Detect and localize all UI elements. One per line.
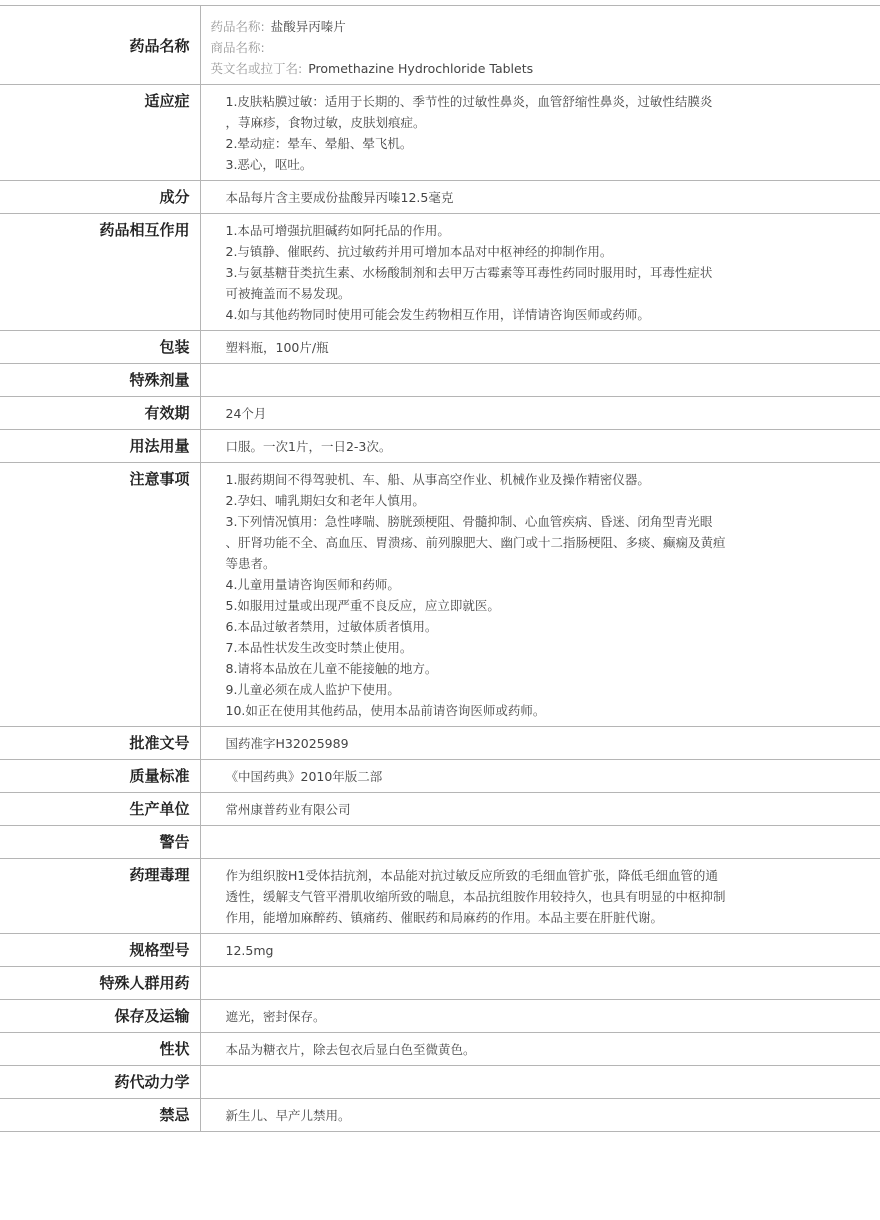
spec-row — [0, 1066, 880, 1099]
row-value — [200, 1099, 880, 1132]
row-label: 注意事项 — [0, 463, 200, 727]
row-label: 特殊剂量 — [0, 364, 200, 397]
english-name-prefix: 英文名或拉丁名: — [210, 61, 303, 76]
value-line: 口服。一次1片，一日2-3次。 — [225, 439, 392, 454]
row-label: 药理毒理 — [0, 859, 200, 934]
value-line: 24个月 — [225, 406, 267, 421]
spec-row — [0, 727, 880, 760]
value-line: 4.儿童用量请咨询医师和药师。 — [225, 577, 400, 592]
value-line: 3.恶心，呕吐。 — [225, 157, 313, 172]
generic-name-value: 盐酸异丙嗪片 — [270, 19, 346, 34]
row-label: 规格型号 — [0, 934, 200, 967]
value-line: ，荨麻疹，食物过敏，皮肤划痕症。 — [225, 115, 426, 130]
generic-name-prefix: 药品名称: — [210, 19, 265, 34]
spec-row — [0, 397, 880, 430]
value-line: 12.5mg — [225, 943, 274, 958]
value-line: 可被掩盖而不易发现。 — [225, 286, 351, 301]
value-line: 等患者。 — [225, 556, 276, 571]
spec-row — [0, 760, 880, 793]
value-line: 2.孕妇、哺乳期妇女和老年人慎用。 — [225, 493, 425, 508]
row-label: 适应症 — [0, 85, 200, 181]
value-line: 塑料瓶，100片/瓶 — [225, 340, 329, 355]
row-value — [200, 397, 880, 430]
value-line: 10.如正在使用其他药品，使用本品前请咨询医师或药师。 — [225, 703, 546, 718]
english-name-value: Promethazine Hydrochloride Tablets — [308, 61, 534, 76]
value-line: 9.儿童必须在成人监护下使用。 — [225, 682, 400, 697]
value-line: 遮光，密封保存。 — [225, 1009, 326, 1024]
spec-row — [0, 793, 880, 826]
spec-row — [0, 331, 880, 364]
row-value — [200, 760, 880, 793]
spec-row — [0, 463, 880, 727]
spec-row — [0, 85, 880, 181]
value-line: 本品为糖衣片，除去包衣后显白色至微黄色。 — [225, 1042, 476, 1057]
trade-name-line — [211, 37, 880, 58]
row-label: 有效期 — [0, 397, 200, 430]
value-line: 4.如与其他药物同时使用可能会发生药物相互作用，详情请咨询医师或药师。 — [225, 307, 650, 322]
row-label: 质量标准 — [0, 760, 200, 793]
spec-row — [0, 364, 880, 397]
spec-row — [0, 967, 880, 1000]
row-value — [200, 727, 880, 760]
row-value — [200, 1000, 880, 1033]
row-value — [200, 859, 880, 934]
value-line: 作用，能增加麻醉药、镇痛药、催眠药和局麻药的作用。本品主要在肝脏代谢。 — [225, 910, 664, 925]
row-value — [200, 934, 880, 967]
row-value — [200, 181, 880, 214]
value-line: 8.请将本品放在儿童不能接触的地方。 — [225, 661, 438, 676]
english-name-line — [211, 58, 880, 79]
value-line: 1.皮肤粘膜过敏：适用于长期的、季节性的过敏性鼻炎，血管舒缩性鼻炎，过敏性结膜炎 — [225, 94, 713, 109]
row-drug-name — [0, 6, 880, 85]
row-value — [200, 1033, 880, 1066]
row-label: 药品名称 — [0, 6, 200, 85]
row-label: 批准文号 — [0, 727, 200, 760]
row-value — [200, 463, 880, 727]
spec-row — [0, 214, 880, 331]
row-label: 警告 — [0, 826, 200, 859]
row-value — [200, 430, 880, 463]
row-label: 药品相互作用 — [0, 214, 200, 331]
row-value — [200, 331, 880, 364]
value-line: 5.如服用过量或出现严重不良反应，应立即就医。 — [225, 598, 500, 613]
value-line: 本品每片含主要成份盐酸异丙嗪12.5毫克 — [225, 190, 454, 205]
spec-row — [0, 181, 880, 214]
row-value — [200, 1066, 880, 1099]
row-label: 包装 — [0, 331, 200, 364]
spec-row — [0, 1000, 880, 1033]
value-line: 《中国药典》2010年版二部 — [225, 769, 383, 784]
row-label: 药代动力学 — [0, 1066, 200, 1099]
value-line: 6.本品过敏者禁用，过敏体质者慎用。 — [225, 619, 438, 634]
value-line: 2.与镇静、催眠药、抗过敏药并用可增加本品对中枢神经的抑制作用。 — [225, 244, 613, 259]
spec-row — [0, 1099, 880, 1132]
spec-row — [0, 430, 880, 463]
row-label: 性状 — [0, 1033, 200, 1066]
value-line: 常州康普药业有限公司 — [225, 802, 351, 817]
row-label: 生产单位 — [0, 793, 200, 826]
row-label: 用法用量 — [0, 430, 200, 463]
row-value — [200, 6, 880, 85]
row-value — [200, 967, 880, 1000]
row-label: 禁忌 — [0, 1099, 200, 1132]
spec-row — [0, 859, 880, 934]
row-value — [200, 85, 880, 181]
value-line: 2.晕动症：晕车、晕船、晕飞机。 — [225, 136, 413, 151]
spec-row — [0, 934, 880, 967]
generic-name-line — [211, 16, 880, 37]
value-line: 透性，缓解支气管平滑肌收缩所致的喘息，本品抗组胺作用较持久，也具有明显的中枢抑制 — [225, 889, 726, 904]
trade-name-prefix: 商品名称: — [210, 40, 265, 55]
spec-row — [0, 1033, 880, 1066]
spec-row — [0, 826, 880, 859]
value-line: 作为组织胺H1受体拮抗剂，本品能对抗过敏反应所致的毛细血管扩张，降低毛细血管的通 — [225, 868, 718, 883]
value-line: 、肝肾功能不全、高血压、胃溃疡、前列腺肥大、幽门或十二指肠梗阻、多痰、癫痫及黄疸 — [225, 535, 726, 550]
drug-spec-table — [0, 5, 880, 1132]
row-value — [200, 214, 880, 331]
row-value — [200, 793, 880, 826]
value-line: 1.本品可增强抗胆碱药如阿托品的作用。 — [225, 223, 450, 238]
value-line: 1.服药期间不得驾驶机、车、船、从事高空作业、机械作业及操作精密仪器。 — [225, 472, 650, 487]
value-line: 3.下列情况慎用：急性哮喘、膀胱颈梗阻、骨髓抑制、心血管疾病、昏迷、闭角型青光眼 — [225, 514, 713, 529]
row-label: 成分 — [0, 181, 200, 214]
row-value — [200, 364, 880, 397]
value-line: 国药准字H32025989 — [225, 736, 349, 751]
row-label: 特殊人群用药 — [0, 967, 200, 1000]
value-line: 3.与氨基糖苷类抗生素、水杨酸制剂和去甲万古霉素等耳毒性药同时服用时，耳毒性症状 — [225, 265, 713, 280]
row-value — [200, 826, 880, 859]
row-label: 保存及运输 — [0, 1000, 200, 1033]
value-line: 新生儿、早产儿禁用。 — [225, 1108, 351, 1123]
value-line: 7.本品性状发生改变时禁止使用。 — [225, 640, 413, 655]
